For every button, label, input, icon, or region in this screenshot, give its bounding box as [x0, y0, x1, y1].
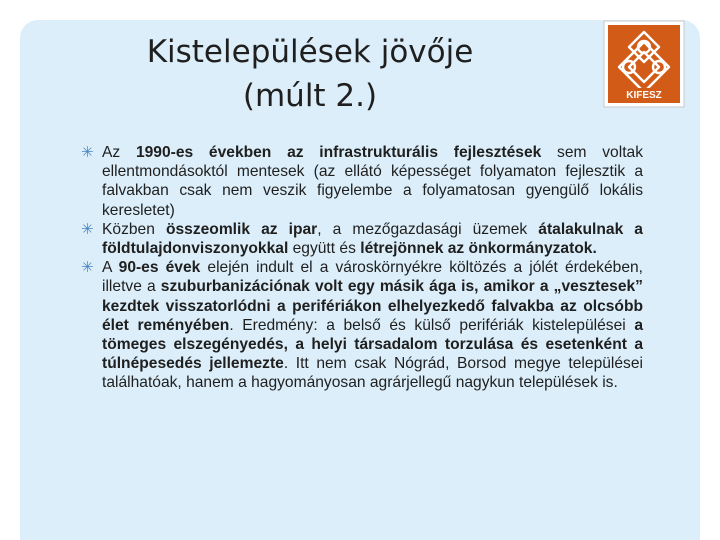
asterisk-bullet-icon: ✳ [81, 144, 94, 161]
title-line-2: (múlt 2.) [242, 78, 378, 114]
title-line-1: Kistelepülések jövője [146, 34, 474, 70]
asterisk-bullet-icon: ✳ [81, 259, 94, 277]
kifesz-logo [603, 20, 685, 108]
logo-text: KIFESZ [626, 90, 662, 101]
asterisk-bullet-icon: ✳ [81, 220, 94, 238]
bullet-item-2: ✳ Közben összeomlik az ipar, a mezőgazdasági üzemek átalakulnak a földtulajdonviszonyokkal együtt és létrejönnek az önkormányzatok. [81, 220, 643, 258]
slide-title [120, 30, 500, 118]
kifesz-logo-graphic [603, 20, 685, 108]
bullet-item-3: ✳ A 90-es évek elején indult el a városkörnyékre költözés a jólét érdekében, illetve a szuburbanizációnak volt egy másik ága is, amikor a „vesztesek” kezdtek visszatorlódni a perifériákon elhelyezkedő falvakba az olcsóbb élet reményében. Eredmény: a belső és külső perifériák kistelepülései a tömeges elszegényedés, a helyi társadalom torzulása és esetenként a túlnépesedés jellemezte. Itt nem csak Nógrád, Borsod megye települései találhatóak, hanem a hagyományosan agrárjellegű nagykun települések is. [81, 259, 644, 392]
bullet-list [81, 143, 643, 393]
bullet-item-1: ✳ Az 1990-es években az infrastrukturális fejlesztések sem voltak ellentmondásoktól mentesek (az ellátó képességet folyamaton fejlesztik a falvakban csak nem veszik figyelembe a folyamatosan gyengülő lokális keresletet) [81, 144, 643, 219]
